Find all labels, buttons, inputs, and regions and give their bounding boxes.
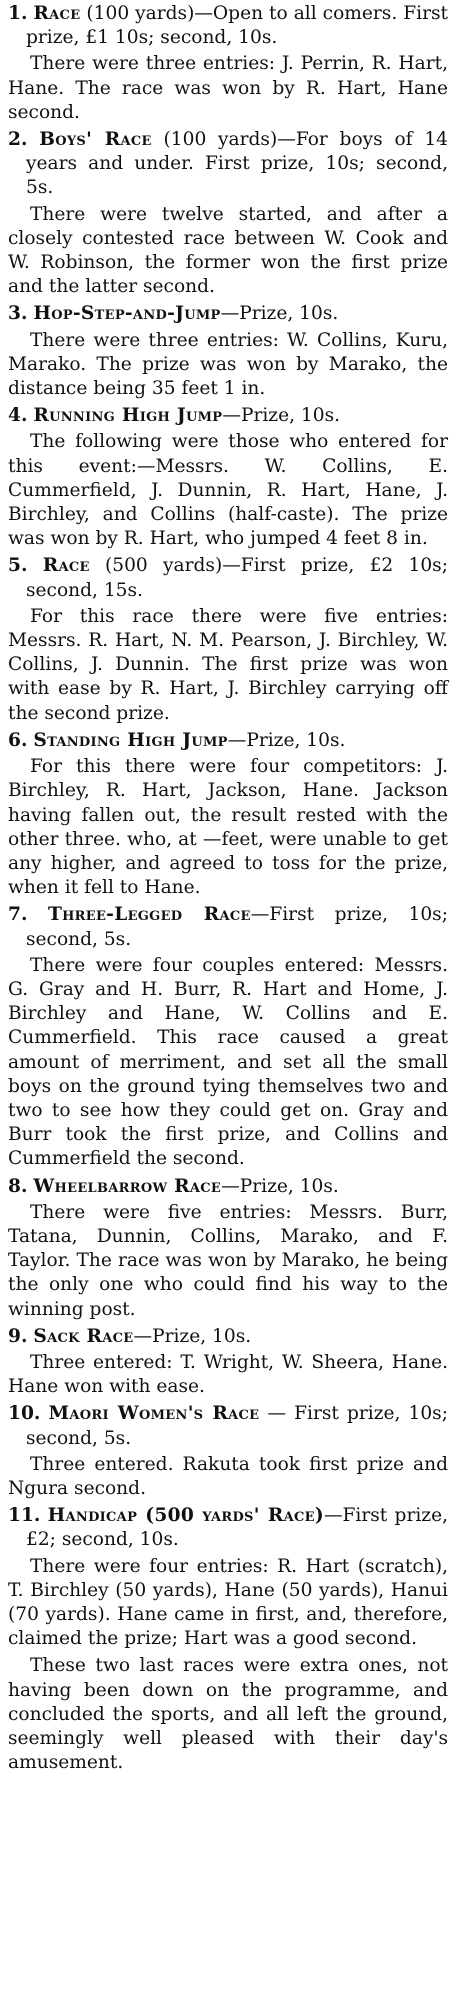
event-name: Three-Legged Race <box>47 904 251 926</box>
event-report: There were three entries: W. Collins, Kuru, Marako. The prize was won by Marako, the distance being 35 feet 1 in. <box>8 329 448 400</box>
event-number: 9. <box>8 1325 28 1347</box>
event-number: 7. <box>8 904 28 926</box>
event-number: 1. <box>8 3 28 24</box>
event-report: Three entered. Rakuta took first prize and Ngura second. <box>8 1453 448 1499</box>
event-entry-10 <box>8 1402 448 1501</box>
event-entry-1 <box>8 2 448 125</box>
event-number: 11. <box>8 1505 41 1527</box>
event-heading <box>8 1325 448 1349</box>
event-report: For this race there were five entries: Messrs. R. Hart, N. M. Pearson, J. Birchley, W. Collins, J. Dunnin. The first prize was won with ease by R. Hart, J. Birchley carrying off the second prize. <box>8 605 448 724</box>
event-detail: (500 yards)—First prize, £2 10s; second, 15s. <box>26 555 448 601</box>
event-name: Wheelbarrow Race <box>33 1175 222 1197</box>
event-report: There were three entries: J. Perrin, R. Hart, Hane. The race was won by R. Hart, Hane second. <box>8 53 448 123</box>
event-heading <box>8 404 448 428</box>
event-detail: —Prize, 10s. <box>221 1175 339 1197</box>
event-entry-6 <box>8 729 448 900</box>
event-name: Race <box>33 3 81 24</box>
event-report: There were four couples entered: Messrs. G. Gray and H. Burr, R. Hart and Home, J. Birchley and Hane, W. Collins and E. Cummerfield. This race caused a great amount of merriment, and set all the small boys on the ground tying themselves two and two to see how they could get on. Gray and Burr took the first prize, and Collins and Cummerfield the second. <box>8 954 448 1170</box>
event-entry-8 <box>8 1175 448 1322</box>
event-report: For this there were four competitors: J. Birchley, R. Hart, Jackson, Hane. Jackson having fallen out, the result rested with the other three. who, at —feet, were unable to get any higher, and agreed to toss for the prize, when it fell to Hane. <box>8 756 448 899</box>
event-report: There were four entries: R. Hart (scratch), T. Birchley (50 yards), Hane (50 yards), Hanui (70 yards). Hane came in first, and, therefore, claimed the prize; Hart was a good second. <box>8 1555 448 1650</box>
event-number: 2. <box>8 129 28 151</box>
event-detail: —Prize, 10s. <box>220 303 339 325</box>
event-entry-11 <box>8 1504 448 1651</box>
event-detail: —Prize, 10s. <box>222 405 341 427</box>
event-number: 6. <box>8 729 28 751</box>
event-heading <box>8 128 448 201</box>
event-name: Hop-Step-and-Jump <box>33 303 221 325</box>
event-detail: — First prize, 10s; second, 5s. <box>26 1403 448 1449</box>
event-detail: (100 yards)—Open to all comers. First prize, £1 10s; second, 10s. <box>26 3 448 49</box>
event-entry-5 <box>8 554 448 725</box>
event-report: There were twelve started, and after a closely contested race between W. Cook and W. Robinson, the former won the first prize and the latter second. <box>8 203 448 298</box>
event-heading <box>8 1402 448 1450</box>
event-name: Standing High Jump <box>33 729 228 751</box>
event-detail: —First prize, 10s; second, 5s. <box>26 904 448 950</box>
event-entry-2 <box>8 128 448 299</box>
event-name: Running High Jump <box>33 405 223 427</box>
closing-paragraph: These two last races were extra ones, not having been down on the programme, and concluded the sports, and all left the ground, seemingly well pleased with their day's amusement. <box>8 1655 448 1774</box>
event-report: There were five entries: Messrs. Burr, Tatana, Dunnin, Collins, Marako, and F. Taylor. The race was won by Marako, he being the only one who could find his way to the winning post. <box>8 1201 448 1320</box>
event-name: Sack Race <box>33 1325 134 1347</box>
event-number: 3. <box>8 303 28 325</box>
event-number: 8. <box>8 1175 28 1197</box>
event-name: Maori Women's Race <box>48 1403 260 1425</box>
event-heading <box>8 554 448 602</box>
event-heading <box>8 2 448 50</box>
event-number: 10. <box>8 1403 41 1425</box>
event-entry-4 <box>8 404 448 551</box>
event-entry-7 <box>8 903 448 1171</box>
event-heading <box>8 1175 448 1199</box>
event-heading <box>8 302 448 326</box>
event-heading <box>8 729 448 753</box>
event-report: The following were those who entered for this event:—Messrs. W. Collins, E. Cummerfield, J. Dunnin, R. Hart, Hane, J. Birchley, and Collins (half-caste). The prize was won by R. Hart, who jumped 4 feet 8 in. <box>8 431 448 550</box>
event-detail: —Prize, 10s. <box>227 729 346 751</box>
event-name: Race <box>42 555 90 577</box>
event-detail: (100 yards)—For boys of 14 years and under. First prize, 10s; second, 5s. <box>26 129 448 199</box>
event-entry-3 <box>8 302 448 401</box>
event-detail: —Prize, 10s. <box>133 1325 252 1347</box>
event-number: 4. <box>8 405 28 427</box>
event-number: 5. <box>8 555 28 577</box>
event-detail: —First prize, £2; second, 10s. <box>26 1505 448 1551</box>
event-name: Handicap (500 yards' Race) <box>47 1505 324 1527</box>
event-name: Boys' Race <box>39 129 152 151</box>
event-entry-9 <box>8 1325 448 1400</box>
event-report: Three entered: T. Wright, W. Sheera, Hane. Hane won with ease. <box>8 1351 448 1398</box>
event-heading <box>8 1504 448 1552</box>
event-heading <box>8 903 448 951</box>
